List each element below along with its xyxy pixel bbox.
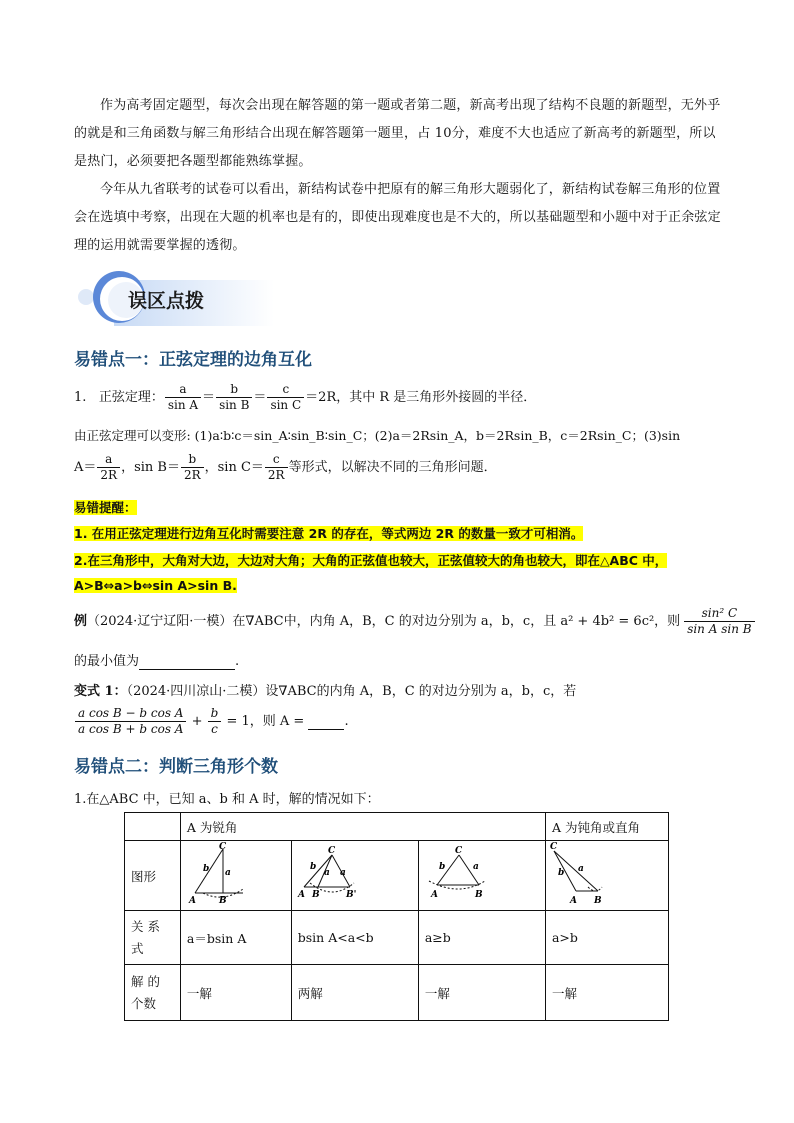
svg-text:A: A (188, 896, 196, 906)
warning-2a: 2.在三角形中，大角对大边，大边对大角；大角的正弦值也较大，正弦值较大的角也较大，即在△ABC 中， (74, 553, 668, 568)
transform-fractions-line: A＝ $\frac{a}{2R}$ ，sin B＝ $\frac{b}{2R}$ ，sin C＝ $\frac{c}{2R}$ 等形式，以解决不同的三角形问题． (74, 452, 497, 482)
intro-paragraph-2: 今年从九省联考的试卷可以看出，新结构试卷中把原有的解三角形大题弱化了，新结构试卷解三角形的位置会在选填中考察，出现在大题的机率也是有的，即使出现难度也是不大的，所以基础题型和小题中对于正余弦定理的运用就需要掌握的透彻。 (74, 182, 721, 253)
svg-text:b: b (202, 864, 210, 874)
sine-law-line: 1. 正弦定理： $\frac{a}{\text{sin A}}$ ＝ $\frac{b}{\text{sin B}}$ ＝ $\frac{c}{\text{sin C}}$ ＝2R，其中 R 是三角形外接圆的半径． (74, 382, 537, 412)
warning-1: 1. 在用正弦定理进行边角互化时需要注意 2R 的存在，等式两边 2R 的数量一致才可相消。 (74, 526, 584, 541)
svg-text:b: b (438, 862, 446, 872)
example-problem: 例（2024·辽宁辽阳·一模）在∇ABC中，内角 A，B，C 的对边分别为 a，b，c，且 a² + 4b² = 6c²，则 $\frac{\text{sin² C}}{\text{sin A sin B}}$ (74, 606, 756, 637)
solution-cell: 一解 (545, 965, 668, 1021)
svg-text:a: a (577, 864, 584, 874)
svg-text:A: A (569, 896, 577, 906)
triangle-figure-1 (181, 841, 289, 907)
section1-heading: 易错点一：正弦定理的边角互化 (74, 350, 312, 370)
svg-text:B: B (311, 890, 320, 900)
figure-cell-3 (418, 841, 545, 911)
row-label-figure: 图形 (125, 841, 181, 911)
row-label-solutions: 解 的 个数 (125, 965, 181, 1021)
header-acute: A 为锐角 (180, 813, 545, 841)
fraction: $\frac{a}{\text{sin A}}$ (165, 382, 201, 413)
svg-text:C: C (218, 842, 227, 852)
answer-blank[interactable] (308, 714, 344, 730)
solution-cell: 一解 (180, 965, 291, 1021)
warning-2b: A>B⇔a>b⇔sin A>sin B. (74, 578, 237, 593)
section2-heading: 易错点二：判断三角形个数 (74, 757, 278, 777)
answer-blank[interactable] (139, 654, 235, 670)
svg-text:C: C (327, 846, 335, 856)
banner-title: 误区点拨 (128, 290, 205, 312)
section-banner (74, 264, 274, 334)
svg-text:a: a (224, 868, 231, 878)
svg-text:a: a (323, 868, 330, 878)
section2-intro: 1.在△ABC 中，已知 a、b 和 A 时，解的情况如下： (74, 792, 380, 807)
svg-text:B: B (593, 896, 602, 906)
triangle-figure-2 (292, 841, 416, 907)
svg-text:b: b (557, 868, 565, 878)
figure-cell-4 (545, 841, 668, 911)
svg-text:a: a (339, 868, 346, 878)
figure-cell-2 (291, 841, 418, 911)
svg-text:A: A (297, 890, 305, 900)
relation-cell: bsin A<a<b (291, 911, 418, 965)
svg-text:B': B' (345, 890, 357, 900)
header-obtuse: A 为钝角或直角 (545, 813, 668, 841)
row-label-relation: 关 系 式 (125, 911, 181, 965)
transform-line: 由正弦定理可以变形: (1)a∶b∶c＝sin_A∶sin_B∶sin_C；(2)a＝2Rsin_A，b＝2Rsin_B，c＝2Rsin_C；(3)sin (74, 428, 681, 443)
relation-cell: a≥b (418, 911, 545, 965)
svg-text:a: a (472, 862, 479, 872)
relation-cell: a>b (545, 911, 668, 965)
svg-text:B: B (474, 890, 483, 900)
svg-text:B: B (218, 896, 227, 906)
solution-cell: 一解 (418, 965, 545, 1021)
example-tail: 的最小值为 . (74, 654, 240, 669)
svg-text:b: b (309, 862, 317, 872)
figure-cell-1 (180, 841, 291, 911)
variant-problem: 变式 1：（2024·四川凉山·二模）设∇ABC的内角 A，B，C 的对边分别为 a，b，c，若 (74, 684, 577, 699)
solution-cell: 两解 (291, 965, 418, 1021)
triangle-figure-4 (546, 841, 654, 907)
solution-count-table (124, 812, 669, 1021)
relation-cell: a＝bsin A (180, 911, 291, 965)
variant-formula: $\frac{\text{a cos B − b cos A}}{\text{a cos B + b cos A}}$ + $\frac{b}{c}$ = 1，则 A = . (74, 706, 349, 737)
svg-text:C: C (454, 846, 463, 856)
triangle-figure-3 (419, 841, 543, 907)
svg-text:A: A (430, 890, 438, 900)
fraction: $\frac{b}{\text{sin B}}$ (216, 382, 252, 413)
table-corner-cell (125, 813, 181, 841)
warning-title: 易错提醒： (74, 500, 137, 515)
intro-paragraph-1: 作为高考固定题型，每次会出现在解答题的第一题或者第二题，新高考出现了结构不良题的新题型，无外乎的就是和三角函数与解三角形结合出现在解答题第一题里，占 10分，难度不大也适应了新高考的新题型，所以是热门，必须要把各题型都能熟练掌握。 (74, 98, 721, 169)
fraction: $\frac{c}{\text{sin C}}$ (267, 382, 304, 413)
svg-text:C: C (549, 842, 558, 852)
